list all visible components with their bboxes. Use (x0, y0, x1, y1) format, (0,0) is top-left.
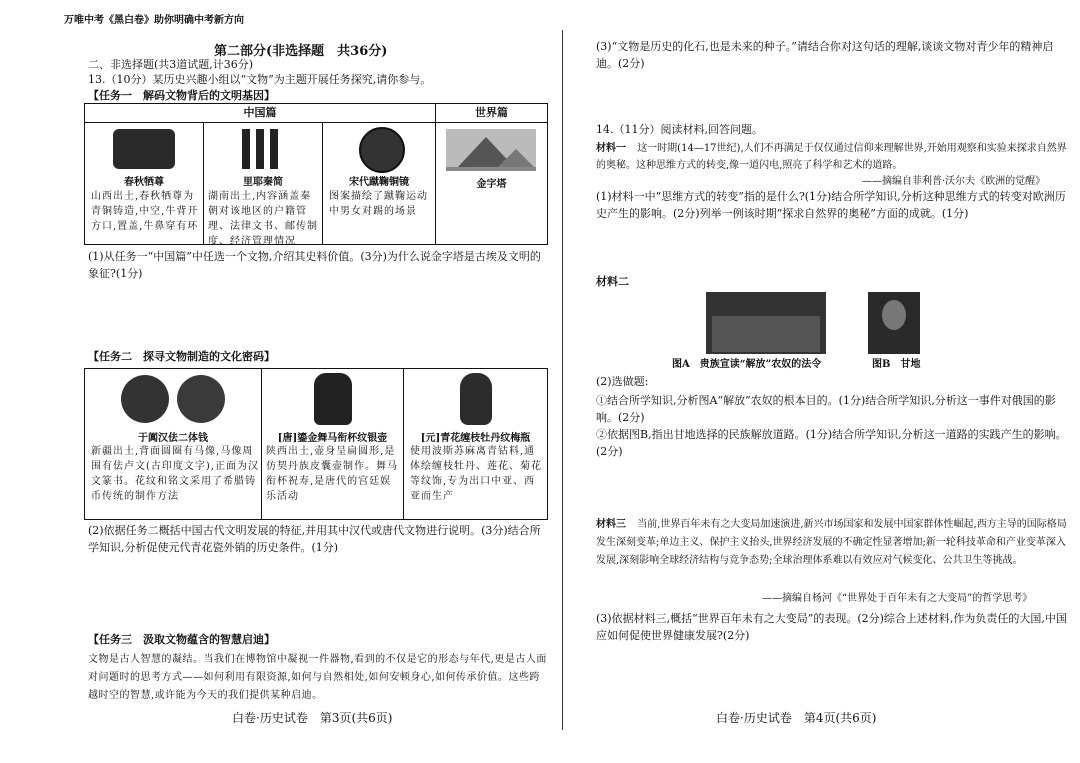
china-header: 中国篇 (85, 104, 436, 123)
artifact-name: 春秋牺尊 (124, 177, 164, 188)
question-14-2b: ②依据图B,指出甘地选择的民族解放道路。(1分)结合所学知识,分析这一道路的实践产生的影响。(2分) (596, 428, 1067, 458)
q13-intro: 13.（10分）某历史兴趣小组以“文物”为主题开展任务探究,请你参与。 (88, 73, 432, 86)
coin-image (121, 375, 169, 423)
material-label: 材料一 (596, 143, 626, 154)
page-footer: 白卷·历史试卷 第3页(共6页) (232, 711, 393, 725)
material-3 (596, 516, 1072, 570)
artifact-name: 宋代蹴鞠铜镜 (349, 177, 409, 188)
header-brand: 万唯中考《黑白卷》助你明确中考新方向 (64, 15, 244, 26)
artifact-name: 金字塔 (476, 179, 507, 190)
task1-table (84, 103, 548, 245)
figure-a-image (706, 292, 826, 354)
porcelain-vase-image (460, 373, 492, 425)
artifact-desc: 新疆出土,背面圆圈有马像,马像周围有佉卢文(古印度文字),正面为汉文篆书。花纹和铭文采用了希腊铸币传统的制作方法 (91, 446, 259, 502)
page-divider (562, 30, 563, 730)
artifact-cell (323, 123, 436, 244)
question-1: (1)从任务一“中国篇”中任选一个文物,介绍其史料价值。(3分)为什么说金字塔是古埃及文明的象征?(1分) (88, 250, 541, 280)
bamboo-slip-image (270, 129, 278, 169)
question-2: (2)依据任务二概括中国古代文明发展的特征,并用其中汉代或唐代文物进行说明。(3分)结合所学知识,分析促使元代青花瓷外销的历史条件。(1分) (88, 524, 541, 554)
artifact-name: [唐]鎏金舞马衔杯纹银壶 (277, 433, 388, 444)
q14-intro: 14.（11分）阅读材料,回答问题。 (596, 123, 763, 136)
world-header: 世界篇 (436, 104, 547, 123)
material-text: 这一时期(14—17世纪),人们不再满足于仅仅通过信仰来理解世界,开始用观察和实验来探求自然界的奥秘。这种思维方式的转变,像一道闪电,照亮了科学和艺术的道路。 (596, 143, 1067, 171)
bamboo-slip-image (256, 129, 264, 169)
figure-b-image (868, 292, 920, 354)
page-footer: 白卷·历史试卷 第4页(共6页) (716, 711, 877, 725)
section-title: 二、非选择题(共3道试题,计36分) (88, 58, 254, 71)
artifact-cell (204, 123, 323, 247)
task2-title: 【任务二 探寻文物制造的文化密码】 (88, 350, 275, 363)
artifact-cell (262, 369, 404, 519)
artifact-name: 里耶秦简 (243, 177, 283, 188)
portrait-head (882, 300, 906, 330)
question-3: (3)“文物是历史的化石,也是未来的种子。”请结合你对这句话的理解,谈谈文物对青少年的精神启迪。(2分) (596, 40, 1054, 70)
question-14-1: (1)材料一中“思维方式的转变”指的是什么?(1分)结合所学知识,分析这种思维方式的转变对欧洲历史产生的影响。(2分)列举一例该时期“探求自然界的奥秘”方面的成就。(1分) (596, 190, 1066, 220)
artifact-cell (436, 123, 547, 244)
material-label: 材料三 (596, 519, 626, 530)
artifact-desc: 使用波斯苏麻离青钴料,通体绘缠枝牡丹、莲花、菊花等纹饰,专为出口中亚、西亚而生产 (410, 446, 542, 502)
artifact-desc: 陕西出土,壶身呈扁圆形,是仿契丹族皮囊壶制作。舞马衔杯祝寿,是唐代的宫廷娱乐活动 (266, 446, 398, 502)
bronze-ox-image (113, 129, 175, 169)
artifact-cell (85, 123, 204, 244)
question-14-2-head: (2)选做题: (596, 375, 649, 388)
bamboo-slip-image (242, 129, 250, 169)
artifact-name: [元]青花缠枝牡丹纹梅瓶 (420, 433, 531, 444)
material-text: 当前,世界百年未有之大变局加速演进,新兴市场国家和发展中国家群体性崛起,西方主导的国际格局发生深刻变革;单边主义、保护主义抬头,世界经济发展的不确定性显著增加;新一轮科技革命和产业变革深入发展,深刻影响全球经济结构与竞争态势;全球治理体系难以有效应对气候变化、公共卫生等挑战。 (596, 519, 1067, 566)
material-label: 材料二 (596, 275, 629, 288)
task3-title: 【任务三 汲取文物蕴含的智慧启迪】 (88, 633, 275, 646)
figure-b-caption: 图B 甘地 (872, 359, 921, 370)
bronze-mirror-image (359, 127, 405, 173)
task1-title: 【任务一 解码文物背后的文明基因】 (88, 89, 275, 102)
silver-pot-image (314, 373, 352, 425)
crowd-shape (712, 316, 820, 352)
task2-table (84, 368, 548, 520)
question-14-3: (3)依据材料三,概括“世界百年未有之大变局”的表现。(2分)综合上述材料,作为负责任的大国,中国应如何促使世界健康发展?(2分) (596, 612, 1067, 642)
artifact-name: 于阗汉佉二体钱 (138, 433, 208, 444)
task3-text: 文物是古人智慧的凝结。当我们在博物馆中凝视一件器物,看到的不仅是它的形态与年代,更是古人面对问题时的思考方式——如何利用有限资源,如何与自然相处,如何安顿身心,如何传承价值。这些跨越时空的智慧,或许能为今天的我们提供某种启迪。 (88, 654, 547, 701)
artifact-desc: 图案描绘了蹴鞠运动中男女对踢的场景 (329, 191, 428, 217)
artifact-cell (85, 369, 262, 519)
pyramid-image (446, 129, 536, 171)
material-source: ——摘编自菲利普·沃尔夫《欧洲的觉醒》 (862, 176, 1046, 187)
artifact-desc: 湖南出土,内容涵盖秦朝对该地区的户籍管理、法律文书、邮传制度、经济管理情况 (208, 191, 318, 247)
right-page (566, 0, 1080, 763)
part-title: 第二部分(非选择题 共36分) (214, 44, 388, 59)
figure-a-caption: 图A 贵族宣读“解放”农奴的法令 (672, 359, 822, 370)
artifact-cell (404, 369, 547, 519)
question-14-2a: ①结合所学知识,分析图A“解放”农奴的根本目的。(1分)结合所学知识,分析这一事件对俄国的影响。(2分) (596, 394, 1056, 424)
material-source: ——摘编自杨河《“世界处于百年未有之大变局”的哲学思考》 (762, 593, 1033, 604)
coin-image (177, 375, 225, 423)
artifact-desc: 山西出土,春秋牺尊为青铜铸造,中空,牛背开方口,置盖,牛鼻穿有环 (91, 191, 199, 232)
material-1 (596, 140, 1072, 174)
